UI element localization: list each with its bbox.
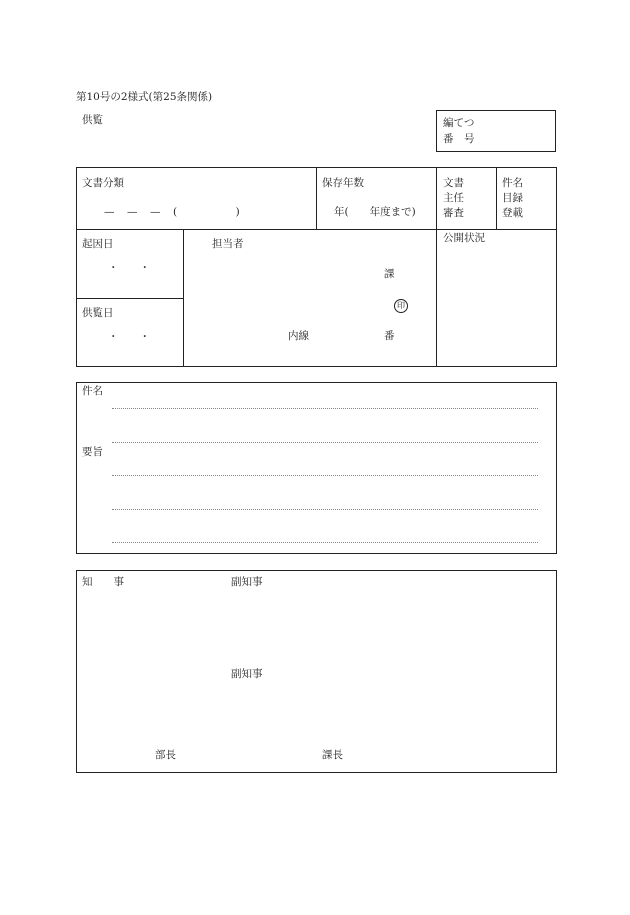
table-row-divider xyxy=(76,298,183,299)
form-title: 第10号の2様式(第25条関係) xyxy=(76,91,213,103)
kyoranbi-label: 供覧日 xyxy=(82,307,114,319)
kiinbi-label: 起因日 xyxy=(82,238,114,250)
bunsho-shunin-line-1: 文書 xyxy=(443,177,464,189)
bunsho-bunrui-label: 文書分類 xyxy=(82,177,124,189)
writing-line xyxy=(112,408,538,409)
seal-icon xyxy=(394,299,408,313)
kiinbi-date-dots: ・ ・ xyxy=(108,262,150,274)
hentetsu-label-2: 番 号 xyxy=(443,133,475,145)
table-row-divider xyxy=(76,229,557,230)
bunsho-shunin-line-2: 主任 xyxy=(443,192,464,204)
hozon-pattern: 年( 年度まで) xyxy=(334,206,416,218)
kokai-jokyo-label: 公開状況 xyxy=(443,232,485,244)
kyoran-label: 供覧 xyxy=(82,114,103,126)
seal-mark: 印 xyxy=(394,299,408,313)
writing-line xyxy=(112,542,538,543)
approval-box xyxy=(76,570,557,773)
table-col-divider xyxy=(436,167,437,367)
table-col-divider xyxy=(496,167,497,229)
writing-line xyxy=(112,509,538,510)
hentetsu-label-1: 編てつ xyxy=(443,117,475,129)
fukuchiji-label-1: 副知事 xyxy=(231,576,263,588)
hozon-nensu-label: 保存年数 xyxy=(322,177,364,189)
ban-label: 番 xyxy=(384,330,395,342)
bunrui-pattern: — — — ( ) xyxy=(104,206,241,218)
kyoranbi-date-dots: ・ ・ xyxy=(108,331,150,343)
kenmei-toroku-line-2: 目録 xyxy=(502,192,523,204)
table-col-divider xyxy=(183,229,184,367)
bunsho-shunin-line-3: 審査 xyxy=(443,207,464,219)
naisen-label: 内線 xyxy=(288,330,309,342)
ka-label: 課 xyxy=(384,268,395,280)
fukuchiji-label-2: 副知事 xyxy=(231,668,263,680)
kenmei-toroku-line-3: 登載 xyxy=(502,207,523,219)
writing-line xyxy=(112,442,538,443)
writing-line xyxy=(112,475,538,476)
table-col-divider xyxy=(316,167,317,229)
bucho-label: 部長 xyxy=(155,749,176,761)
tantosha-label: 担当者 xyxy=(212,238,244,250)
kacho-label: 課長 xyxy=(322,749,343,761)
kenmei-label: 件名 xyxy=(82,385,103,397)
kenmei-toroku-line-1: 件名 xyxy=(502,177,523,189)
chiji-label: 知 事 xyxy=(82,576,124,588)
yoshi-label: 要旨 xyxy=(82,446,103,458)
